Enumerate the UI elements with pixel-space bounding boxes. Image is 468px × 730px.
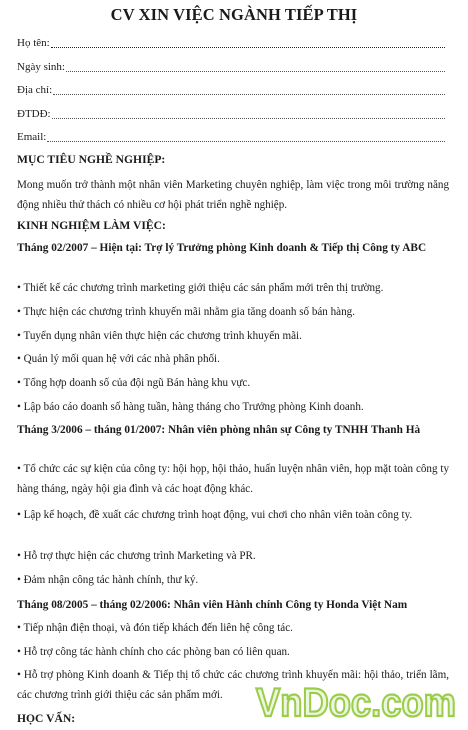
job-1-bullet: • Tổng hợp doanh số của đội ngũ Bán hàng khu vực. (17, 377, 251, 389)
education-heading: HỌC VẤN: (17, 712, 76, 725)
dob-field (17, 61, 445, 74)
phone-label: ĐTDĐ: (17, 108, 51, 120)
svg-text:VnDoc.com: VnDoc.com (256, 681, 456, 724)
email-dotted-line (47, 132, 445, 142)
objective-heading: MỤC TIÊU NGHỀ NGHIỆP: (17, 153, 166, 166)
job-3-bullet: • Hỗ trợ công tác hành chính cho các phòng ban có liên quan. (17, 646, 290, 658)
name-label: Họ tên: (17, 37, 50, 49)
job-1-bullet: • Lập báo cáo doanh số hàng tuần, hàng tháng cho Trưởng phòng Kinh doanh. (17, 401, 364, 413)
job-1-bullet: • Thiết kế các chương trình marketing giới thiệu các sản phẩm mới trên thị trường. (17, 282, 384, 294)
job-3-bullet: • Hỗ trợ phòng Kinh doanh & Tiếp thị tổ chức các chương trình khuyến mãi: hội thảo, triển lãm, các chương trình giới thiệu các sản phẩm mới. (17, 669, 449, 701)
vndoc-watermark-logo (252, 678, 462, 724)
name-field (17, 37, 445, 50)
job-3-title: Tháng 08/2005 – tháng 02/2006: Nhân viên Hành chính Công ty Honda Việt Nam (17, 599, 408, 611)
address-dotted-line (53, 85, 445, 95)
job-2-bullet: • Tổ chức các sự kiện của công ty: hội họp, hội thảo, huấn luyện nhân viên, họp mặt toàn công ty hàng tháng, ngày hội gia đình và các hoạt động khác. (17, 463, 449, 495)
job-1-bullet: • Thực hiện các chương trình khuyến mãi nhằm gia tăng doanh số bán hàng. (17, 306, 355, 318)
job-1-bullet: • Tuyển dụng nhân viên thực hiện các chương trình khuyến mãi. (17, 330, 302, 342)
job-2-bullet: • Lập kế hoạch, đề xuất các chương trình hoạt động, vui chơi cho nhân viên toàn công ty. (17, 509, 413, 521)
experience-heading: KINH NGHIỆM LÀM VIỆC: (17, 219, 166, 232)
job-3-bullet: • Tiếp nhận điện thoại, và đón tiếp khách đến liên hệ công tác. (17, 622, 293, 634)
job-1-title: Tháng 02/2007 – Hiện tại: Trợ lý Trưởng phòng Kinh doanh & Tiếp thị Công ty ABC (17, 242, 427, 254)
phone-dotted-line (52, 109, 445, 119)
address-label: Địa chỉ: (17, 84, 53, 96)
name-dotted-line (51, 38, 445, 48)
email-label: Email: (17, 131, 47, 143)
job-2-bullet: • Đảm nhận công tác hành chính, thư ký. (17, 574, 199, 586)
objective-text: Mong muốn trở thành một nhân viên Marketing chuyên nghiệp, làm việc trong môi trường năng động nhiều thử thách có nhiều cơ hội phát triển nghề nghiệp. (17, 179, 449, 211)
address-field (17, 84, 445, 97)
phone-field (17, 108, 445, 121)
dob-dotted-line (66, 62, 445, 72)
job-1-bullet: • Quản lý mối quan hệ với các nhà phân phối. (17, 353, 220, 365)
dob-label: Ngày sinh: (17, 61, 65, 73)
email-field (17, 131, 445, 144)
job-2-title: Tháng 3/2006 – tháng 01/2007: Nhân viên phòng nhân sự Công ty TNHH Thanh Hà (17, 424, 421, 436)
job-2-bullet: • Hỗ trợ thực hiện các chương trình Marketing và PR. (17, 550, 256, 562)
document-title: CV XIN VIỆC NGÀNH TIẾP THỊ (110, 5, 358, 24)
